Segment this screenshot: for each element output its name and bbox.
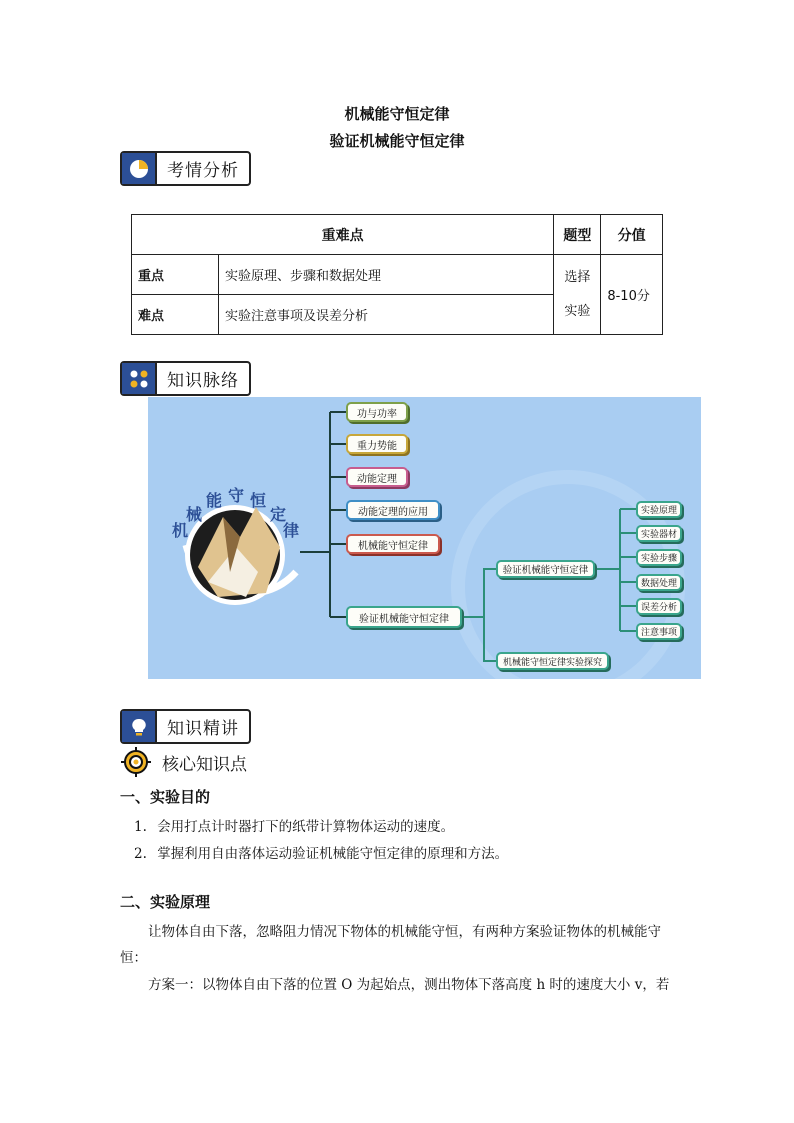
branch-node: 重力势能: [346, 434, 408, 454]
table-header-score: 分值: [601, 215, 663, 255]
leaf-node: 误差分析: [636, 598, 682, 615]
list-item: [134, 815, 454, 835]
paragraph-line: 方案一：以物体自由下落的位置 O 为起始点，测出物体下落高度 h 时的速度大小 v，若: [148, 977, 670, 993]
list-number: 1.: [134, 819, 147, 835]
row-label: 重点: [132, 255, 219, 295]
arc-char: 守: [228, 486, 245, 505]
leaf-node: 实验器材: [636, 525, 682, 542]
arc-char: 能: [206, 491, 223, 510]
branch-node: 机械能守恒定律: [346, 534, 440, 554]
section-header-analysis: [120, 151, 251, 186]
heading-objectives: 一、实验目的: [120, 788, 211, 806]
table-header-difficulty: 重难点: [132, 215, 554, 255]
page-subtitle: 验证机械能守恒定律: [329, 132, 465, 150]
question-type-cell: [554, 255, 601, 335]
arc-char: 械: [186, 505, 203, 524]
lightbulb-icon: [122, 711, 157, 742]
core-points-title: 核心知识点: [162, 754, 247, 775]
page-title: 机械能守恒定律: [344, 105, 450, 123]
mind-map: [148, 397, 701, 679]
arc-char: 定: [270, 505, 287, 524]
branch-node: 验证机械能守恒定律: [346, 606, 462, 628]
section-header-explain: [120, 709, 251, 744]
list-item: [134, 842, 508, 862]
paragraph-line: 恒：: [120, 950, 147, 966]
core-points-header: [120, 746, 247, 778]
leaf-node: 注意事项: [636, 623, 682, 640]
table-header-type: 题型: [554, 215, 601, 255]
heading-principle: 二、实验原理: [120, 893, 211, 911]
section-title: 知识脉络: [167, 371, 239, 391]
analysis-table: [131, 214, 663, 335]
leaf-node: 实验原理: [636, 501, 682, 518]
target-icon: [120, 746, 152, 778]
arc-char: 恒: [250, 491, 267, 510]
branch-node: 动能定理: [346, 467, 408, 487]
score-cell: 8-10分: [601, 255, 663, 335]
type-line: 选择: [564, 269, 591, 285]
sub-branch-node: 验证机械能守恒定律: [496, 560, 595, 578]
branch-node: 功与功率: [346, 402, 408, 422]
sub-branch-node: 机械能守恒定律实验探究: [496, 652, 609, 670]
type-line: 实验: [564, 303, 591, 319]
section-title: 知识精讲: [167, 719, 239, 739]
paragraph-line: 让物体自由下落，忽略阻力情况下物体的机械能守恒，有两种方案验证物体的机械能守: [148, 924, 661, 940]
list-text: 掌握利用自由落体运动验证机械能守恒定律的原理和方法。: [157, 846, 509, 862]
row-label: 难点: [132, 295, 219, 335]
section-header-context: [120, 361, 251, 396]
list-number: 2.: [134, 846, 147, 862]
row-content: 实验原理、步骤和数据处理: [219, 255, 554, 295]
row-content: 实验注意事项及误差分析: [219, 295, 554, 335]
leaf-node: 数据处理: [636, 574, 682, 591]
pie-chart-icon: [122, 153, 157, 184]
network-icon: [122, 363, 157, 394]
table-row: [132, 255, 663, 295]
section-title: 考情分析: [167, 161, 239, 181]
list-text: 会用打点计时器打下的纸带计算物体运动的速度。: [157, 819, 455, 835]
leaf-node: 实验步骤: [636, 549, 682, 566]
arc-char: 机: [172, 521, 189, 540]
branch-node: 动能定理的应用: [346, 500, 440, 520]
arc-char: 律: [283, 521, 300, 540]
